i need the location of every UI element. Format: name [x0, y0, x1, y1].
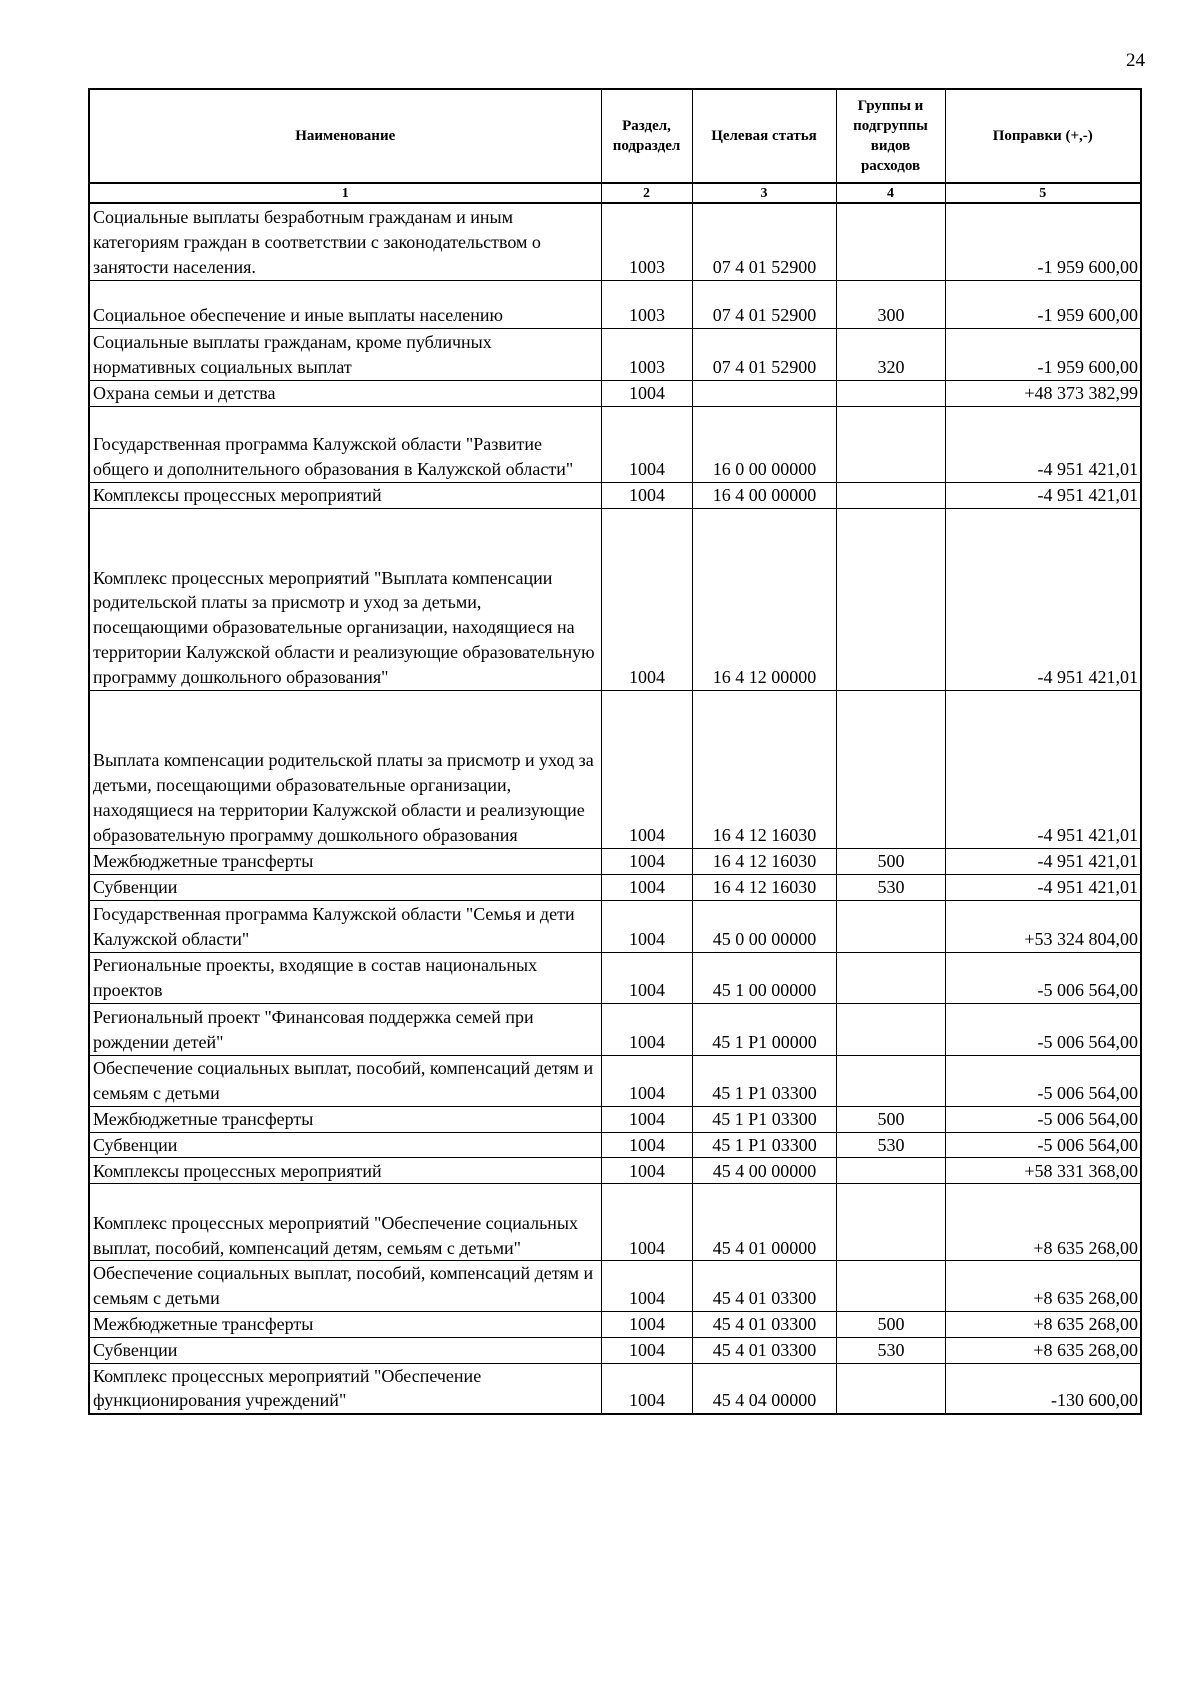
row-amount: +8 635 268,00: [945, 1261, 1141, 1312]
row-section: 1004: [601, 1106, 692, 1132]
row-amount: +8 635 268,00: [945, 1184, 1141, 1261]
row-name: Межбюджетные трансферты: [89, 848, 601, 874]
row-name: Региональные проекты, входящие в состав национальных проектов: [89, 952, 601, 1003]
header-expense-groups: Группы и подгруппы видов расходов: [836, 89, 945, 183]
row-amount: +48 373 382,99: [945, 380, 1141, 406]
row-target: 16 0 00 00000: [692, 406, 836, 482]
row-amount: -4 951 421,01: [945, 508, 1141, 690]
row-target: 45 4 01 03300: [692, 1337, 836, 1363]
row-amount: -5 006 564,00: [945, 1132, 1141, 1158]
row-name: Субвенции: [89, 874, 601, 900]
row-group: 300: [836, 280, 945, 328]
row-section: 1004: [601, 848, 692, 874]
row-amount: +58 331 368,00: [945, 1158, 1141, 1184]
row-target: 16 4 12 00000: [692, 508, 836, 690]
row-group: [836, 1003, 945, 1055]
table-row: [89, 690, 1141, 848]
row-group: 530: [836, 1337, 945, 1363]
row-name: Комплексы процессных мероприятий: [89, 482, 601, 508]
table-row: [89, 1003, 1141, 1055]
row-name: Охрана семьи и детства: [89, 380, 601, 406]
row-target: 45 1 P1 03300: [692, 1106, 836, 1132]
row-target: 45 4 04 00000: [692, 1363, 836, 1414]
row-section: 1004: [601, 380, 692, 406]
row-target: 45 1 P1 03300: [692, 1055, 836, 1106]
row-amount: -1 959 600,00: [945, 280, 1141, 328]
row-group: 500: [836, 1106, 945, 1132]
row-target: 07 4 01 52900: [692, 328, 836, 380]
row-name: Государственная программа Калужской области "Семья и дети Калужской области": [89, 900, 601, 952]
row-target: 16 4 12 16030: [692, 848, 836, 874]
row-group: 320: [836, 328, 945, 380]
row-name: Комплекс процессных мероприятий "Обеспечение социальных выплат, пособий, компенсаций детям, семьям с детьми": [89, 1184, 601, 1261]
row-amount: -4 951 421,01: [945, 482, 1141, 508]
row-amount: -5 006 564,00: [945, 1055, 1141, 1106]
table-row: [89, 380, 1141, 406]
header-target-article: Целевая статья: [692, 89, 836, 183]
row-name: Межбюджетные трансферты: [89, 1311, 601, 1337]
table-row: [89, 1132, 1141, 1158]
table-row: [89, 848, 1141, 874]
column-number: 4: [836, 183, 945, 203]
row-name: Обеспечение социальных выплат, пособий, компенсаций детям и семьям с детьми: [89, 1261, 601, 1312]
header-amendments: Поправки (+,-): [945, 89, 1141, 183]
table-row: [89, 1106, 1141, 1132]
row-group: [836, 1363, 945, 1414]
header-row: [89, 89, 1141, 183]
row-name: Субвенции: [89, 1337, 601, 1363]
column-number: 1: [89, 183, 601, 203]
row-target: 45 4 01 03300: [692, 1261, 836, 1312]
row-section: 1004: [601, 952, 692, 1003]
budget-amendments-table: [88, 88, 1142, 1415]
row-section: 1004: [601, 1184, 692, 1261]
row-section: 1004: [601, 406, 692, 482]
row-group: [836, 1055, 945, 1106]
row-name: Обеспечение социальных выплат, пособий, компенсаций детям и семьям с детьми: [89, 1055, 601, 1106]
table-row: [89, 1261, 1141, 1312]
row-target: 16 4 12 16030: [692, 690, 836, 848]
row-name: Социальное обеспечение и иные выплаты населению: [89, 280, 601, 328]
row-section: 1004: [601, 1261, 692, 1312]
table-row: [89, 874, 1141, 900]
row-target: 07 4 01 52900: [692, 203, 836, 280]
row-target: 07 4 01 52900: [692, 280, 836, 328]
row-amount: -1 959 600,00: [945, 203, 1141, 280]
row-name: Выплата компенсации родительской платы за присмотр и уход за детьми, посещающими образовательные организации, находящиеся на территории Калужской области и реализующие образовательную программу дошкольного образования: [89, 690, 601, 848]
row-target: 45 1 P1 03300: [692, 1132, 836, 1158]
table-row: [89, 900, 1141, 952]
row-name: Комплекс процессных мероприятий "Выплата компенсации родительской платы за присмотр и уход за детьми, посещающими образовательные организации, находящиеся на территории Калужской области и реализующие образовательную программу дошкольного образования": [89, 508, 601, 690]
row-section: 1003: [601, 328, 692, 380]
row-section: 1004: [601, 1311, 692, 1337]
row-section: 1004: [601, 690, 692, 848]
row-group: 530: [836, 874, 945, 900]
row-target: 45 4 01 03300: [692, 1311, 836, 1337]
row-name: Социальные выплаты гражданам, кроме публичных нормативных социальных выплат: [89, 328, 601, 380]
row-name: Комплексы процессных мероприятий: [89, 1158, 601, 1184]
row-group: [836, 952, 945, 1003]
header-section: Раздел, подраздел: [601, 89, 692, 183]
table-row: [89, 203, 1141, 280]
header-name: Наименование: [89, 89, 601, 183]
row-section: 1004: [601, 1158, 692, 1184]
row-group: [836, 690, 945, 848]
row-group: [836, 1184, 945, 1261]
row-name: Региональный проект "Финансовая поддержка семей при рождении детей": [89, 1003, 601, 1055]
row-amount: -1 959 600,00: [945, 328, 1141, 380]
row-target: 45 4 01 00000: [692, 1184, 836, 1261]
row-group: 500: [836, 848, 945, 874]
row-section: 1004: [601, 1363, 692, 1414]
row-amount: -4 951 421,01: [945, 690, 1141, 848]
row-amount: -4 951 421,01: [945, 848, 1141, 874]
row-target: 16 4 12 16030: [692, 874, 836, 900]
table-row: [89, 1337, 1141, 1363]
table-row: [89, 328, 1141, 380]
row-name: Социальные выплаты безработным гражданам и иным категориям граждан в соответствии с законодательством о занятости населения.: [89, 203, 601, 280]
row-group: 500: [836, 1311, 945, 1337]
row-amount: -4 951 421,01: [945, 406, 1141, 482]
row-group: [836, 406, 945, 482]
column-number: 5: [945, 183, 1141, 203]
row-group: [836, 1261, 945, 1312]
page-number: 24: [1126, 50, 1145, 71]
row-section: 1004: [601, 874, 692, 900]
row-section: 1004: [601, 1003, 692, 1055]
row-group: [836, 203, 945, 280]
row-group: [836, 380, 945, 406]
row-section: 1004: [601, 1132, 692, 1158]
column-number-row: [89, 183, 1141, 203]
table-row: [89, 1055, 1141, 1106]
row-amount: -5 006 564,00: [945, 1106, 1141, 1132]
table-row: [89, 1158, 1141, 1184]
row-target: 16 4 00 00000: [692, 482, 836, 508]
row-group: [836, 508, 945, 690]
row-name: Субвенции: [89, 1132, 601, 1158]
table-row: [89, 952, 1141, 1003]
row-group: 530: [836, 1132, 945, 1158]
row-amount: +8 635 268,00: [945, 1311, 1141, 1337]
row-name: Комплекс процессных мероприятий "Обеспечение функционирования учреждений": [89, 1363, 601, 1414]
row-amount: -130 600,00: [945, 1363, 1141, 1414]
row-amount: +53 324 804,00: [945, 900, 1141, 952]
row-target: [692, 380, 836, 406]
table-row: [89, 508, 1141, 690]
column-number: 2: [601, 183, 692, 203]
table-row: [89, 280, 1141, 328]
row-section: 1004: [601, 1337, 692, 1363]
row-target: 45 1 00 00000: [692, 952, 836, 1003]
row-target: 45 0 00 00000: [692, 900, 836, 952]
row-section: 1003: [601, 203, 692, 280]
table-row: [89, 1363, 1141, 1414]
row-target: 45 4 00 00000: [692, 1158, 836, 1184]
row-group: [836, 1158, 945, 1184]
row-section: 1004: [601, 900, 692, 952]
row-amount: -5 006 564,00: [945, 952, 1141, 1003]
row-section: 1004: [601, 482, 692, 508]
row-group: [836, 482, 945, 508]
row-amount: -4 951 421,01: [945, 874, 1141, 900]
table-row: [89, 406, 1141, 482]
table-row: [89, 1311, 1141, 1337]
row-amount: +8 635 268,00: [945, 1337, 1141, 1363]
column-number: 3: [692, 183, 836, 203]
row-name: Государственная программа Калужской области "Развитие общего и дополнительного образования в Калужской области": [89, 406, 601, 482]
row-section: 1003: [601, 280, 692, 328]
table-row: [89, 482, 1141, 508]
row-name: Межбюджетные трансферты: [89, 1106, 601, 1132]
table-row: [89, 1184, 1141, 1261]
row-group: [836, 900, 945, 952]
row-target: 45 1 P1 00000: [692, 1003, 836, 1055]
row-section: 1004: [601, 1055, 692, 1106]
row-amount: -5 006 564,00: [945, 1003, 1141, 1055]
row-section: 1004: [601, 508, 692, 690]
